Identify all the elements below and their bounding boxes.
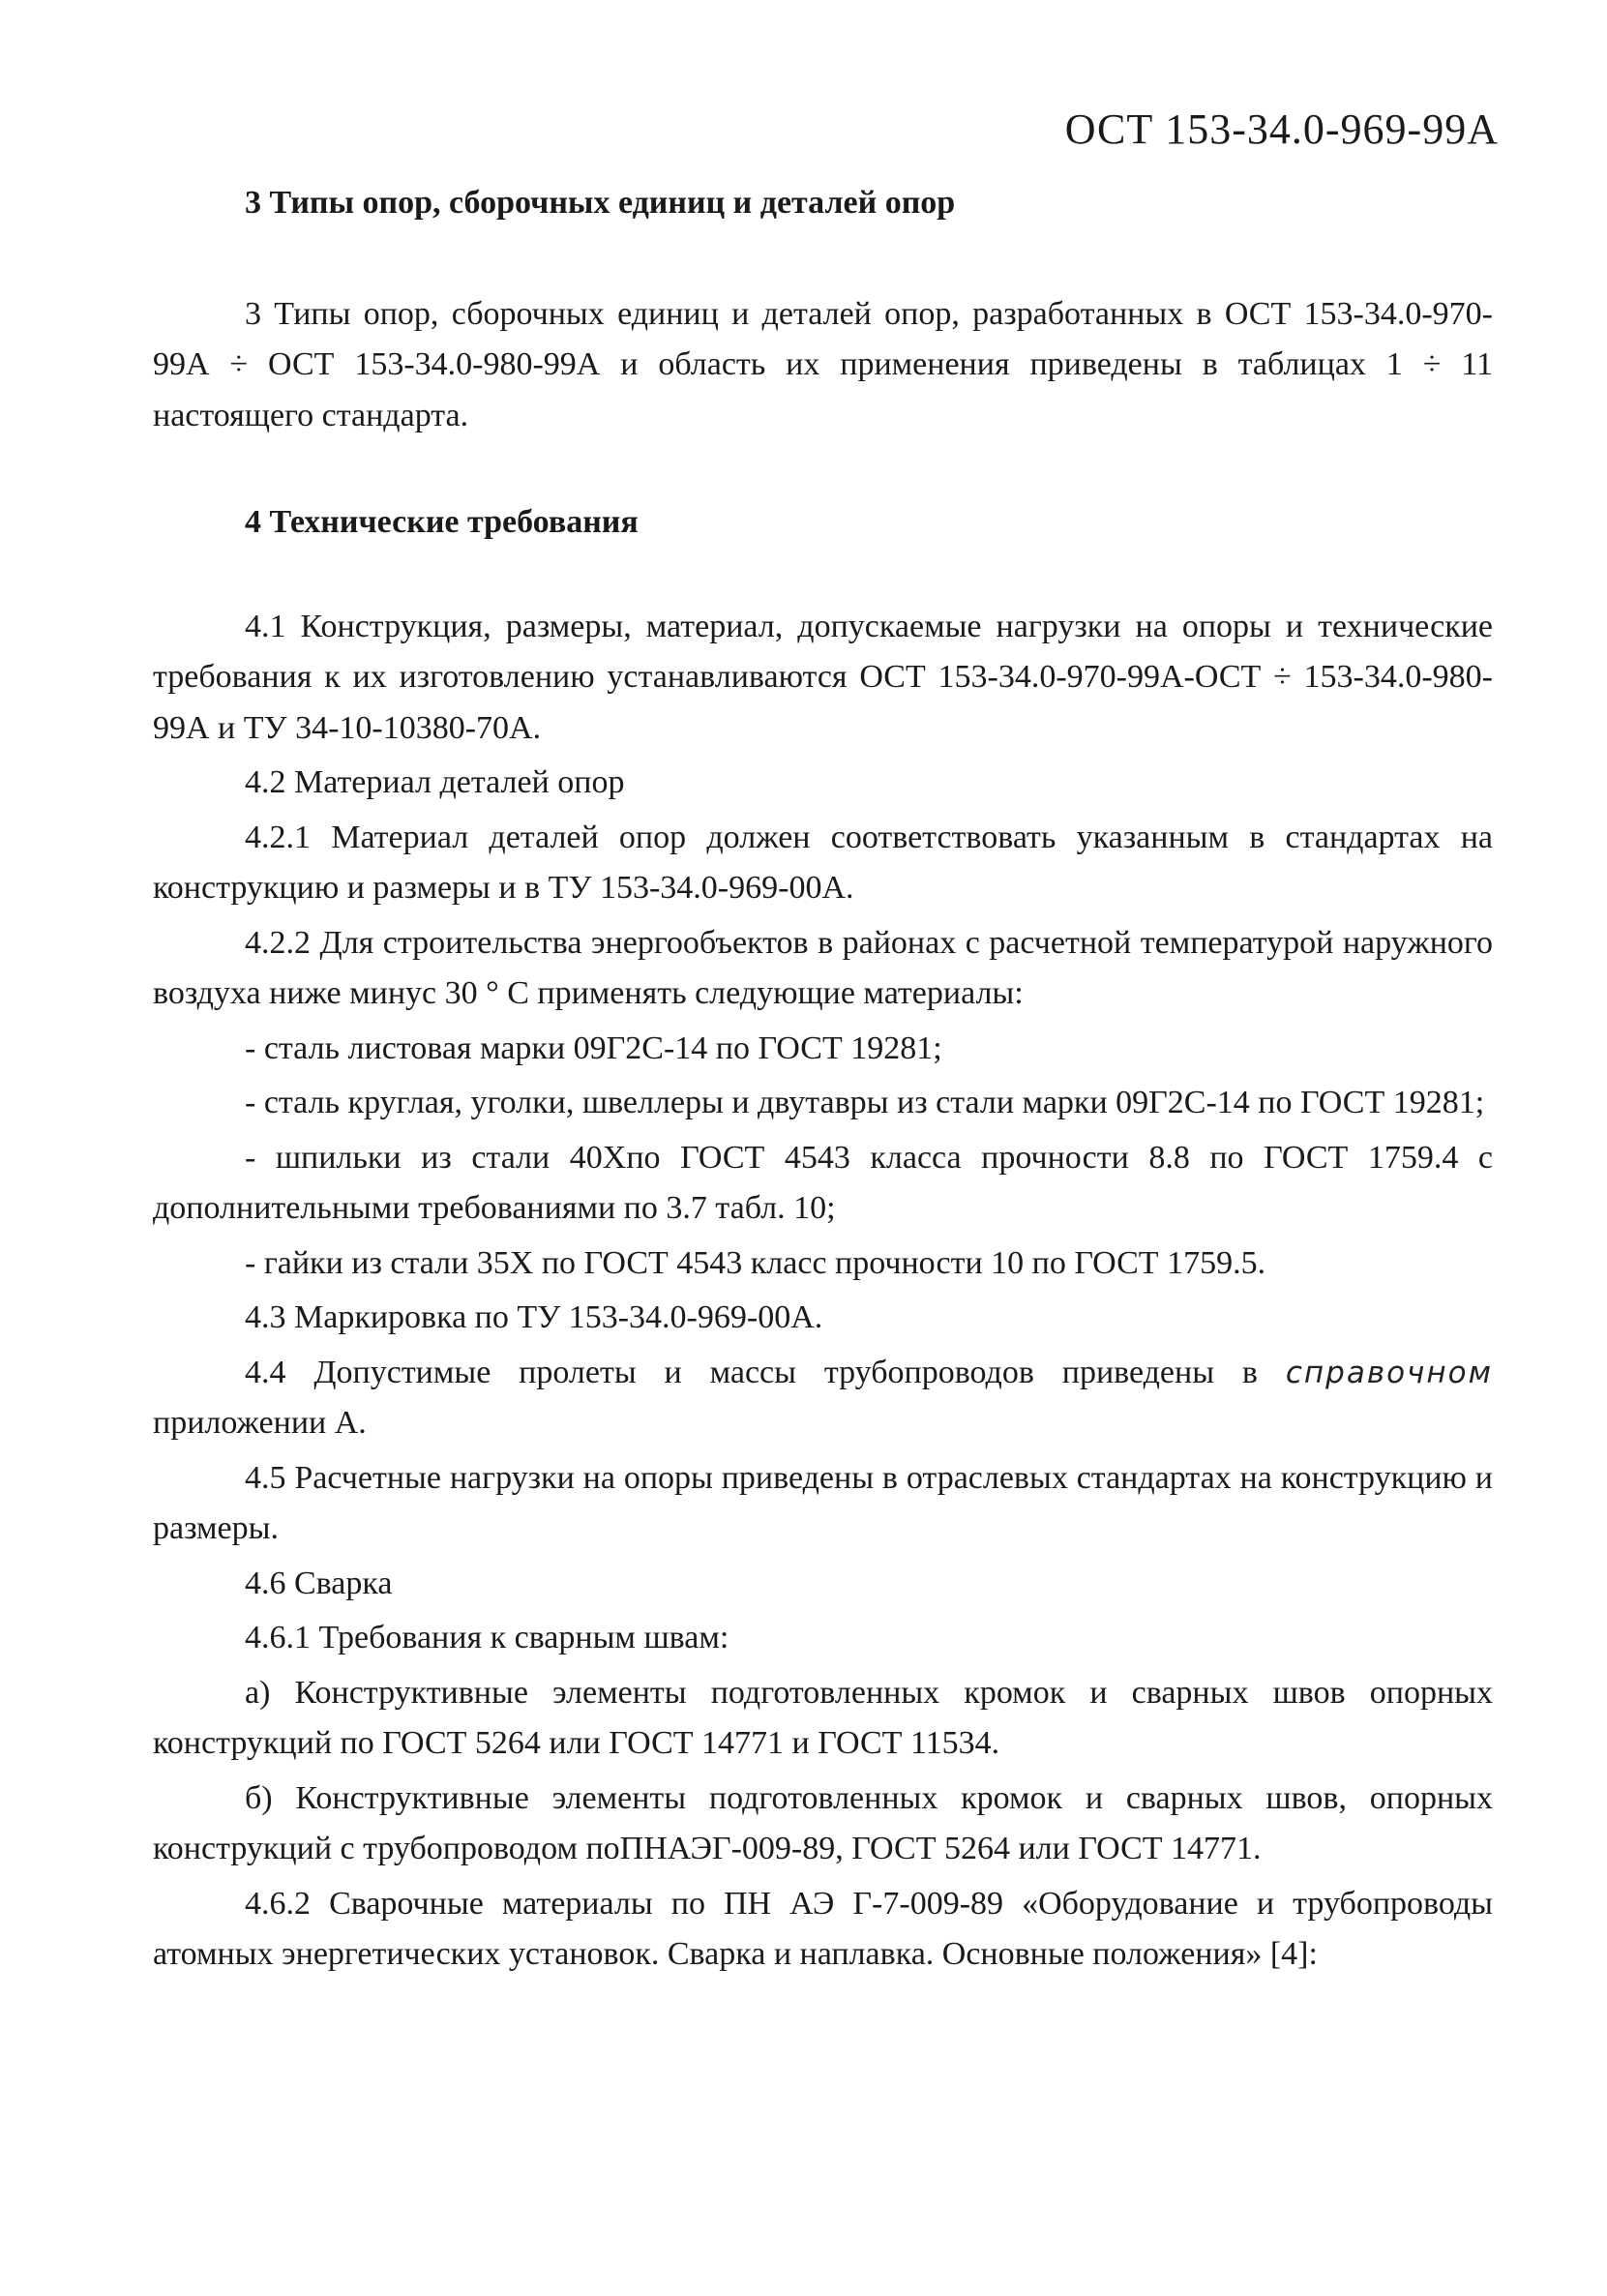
section-3-paragraph: 3 Типы опор, сборочных единиц и деталей опор, разработанных в ОСТ 153-34.0-970-99А ÷ ОСТ 153-34.0-980-99А и область их применения приведены в таблицах 1 ÷ 11 настоящего стандарта. <box>153 295 1493 433</box>
paragraph-4-4-text-end: приложении А. <box>153 1405 367 1441</box>
paragraph-4-6-1-a: а) Конструктивные элементы подготовленных кромок и сварных швов опорных конструкций по ГОСТ 5264 или ГОСТ 14771 и ГОСТ 11534. <box>153 1674 1493 1761</box>
paragraph-4-2-1: 4.2.1 Материал деталей опор должен соответствовать указанным в стандартах на конструкцию и размеры и в ТУ 153-34.0-969-00А. <box>153 819 1493 906</box>
paragraph-4-6-1: 4.6.1 Требования к сварным швам: <box>245 1620 729 1655</box>
document-code-header: ОСТ 153-34.0-969-99А <box>1064 105 1499 153</box>
handwritten-insertion: справочном <box>1285 1355 1493 1390</box>
paragraph-4-3: 4.3 Маркировка по ТУ 153-34.0-969-00А. <box>245 1299 823 1335</box>
paragraph-4-6-2: 4.6.2 Сварочные материалы по ПН АЭ Г-7-009-89 «Оборудование и трубопроводы атомных энергетических установок. Сварка и наплавка. Основные положения» [4]: <box>153 1885 1493 1972</box>
paragraph-4-6: 4.6 Сварка <box>245 1565 393 1601</box>
list-item-steel-sheet: - сталь листовая марки 09Г2С-14 по ГОСТ 19281; <box>245 1029 942 1066</box>
list-item-steel-profiles: - сталь круглая, уголки, швеллеры и двутавры из стали марки 09Г2С-14 по ГОСТ 19281; <box>245 1085 1485 1120</box>
paragraph-4-1: 4.1 Конструкция, размеры, материал, допускаемые нагрузки на опоры и технические требования к их изготовлению устанавливаются ОСТ 153-34.0-970-99А-ОСТ ÷ 153-34.0-980-99А и ТУ 34-10-10380-70А. <box>153 608 1493 746</box>
paragraph-4-2: 4.2 Материал деталей опор <box>245 764 625 800</box>
list-item-studs: - шпильки из стали 40Хпо ГОСТ 4543 класса прочности 8.8 по ГОСТ 1759.4 с дополнительными требованиями по 3.7 табл. 10; <box>153 1139 1493 1226</box>
section-3-heading: 3 Типы опор, сборочных единиц и деталей опор <box>245 185 956 221</box>
document-body <box>153 164 1493 1981</box>
paragraph-4-4 <box>153 1348 1493 1449</box>
paragraph-4-4-text-start: 4.4 Допустимые пролеты и массы трубопроводов приведены в <box>245 1354 1258 1390</box>
list-item-nuts: - гайки из стали 35Х по ГОСТ 4543 класс прочности 10 по ГОСТ 1759.5. <box>245 1244 1266 1281</box>
paragraph-4-6-1-b: б) Конструктивные элементы подготовленных кромок и сварных швов, опорных конструкций с трубопроводом поПНАЭГ-009-89, ГОСТ 5264 или ГОСТ 14771. <box>153 1779 1493 1866</box>
paragraph-4-2-2: 4.2.2 Для строительства энергообъектов в районах с расчетной температурой наружного воздуха ниже минус 30 ° С применять следующие материалы: <box>153 924 1493 1011</box>
paragraph-4-5: 4.5 Расчетные нагрузки на опоры приведены в отраслевых стандартах на конструкцию и размеры. <box>153 1459 1493 1546</box>
section-4-heading: 4 Технические требования <box>245 504 639 540</box>
